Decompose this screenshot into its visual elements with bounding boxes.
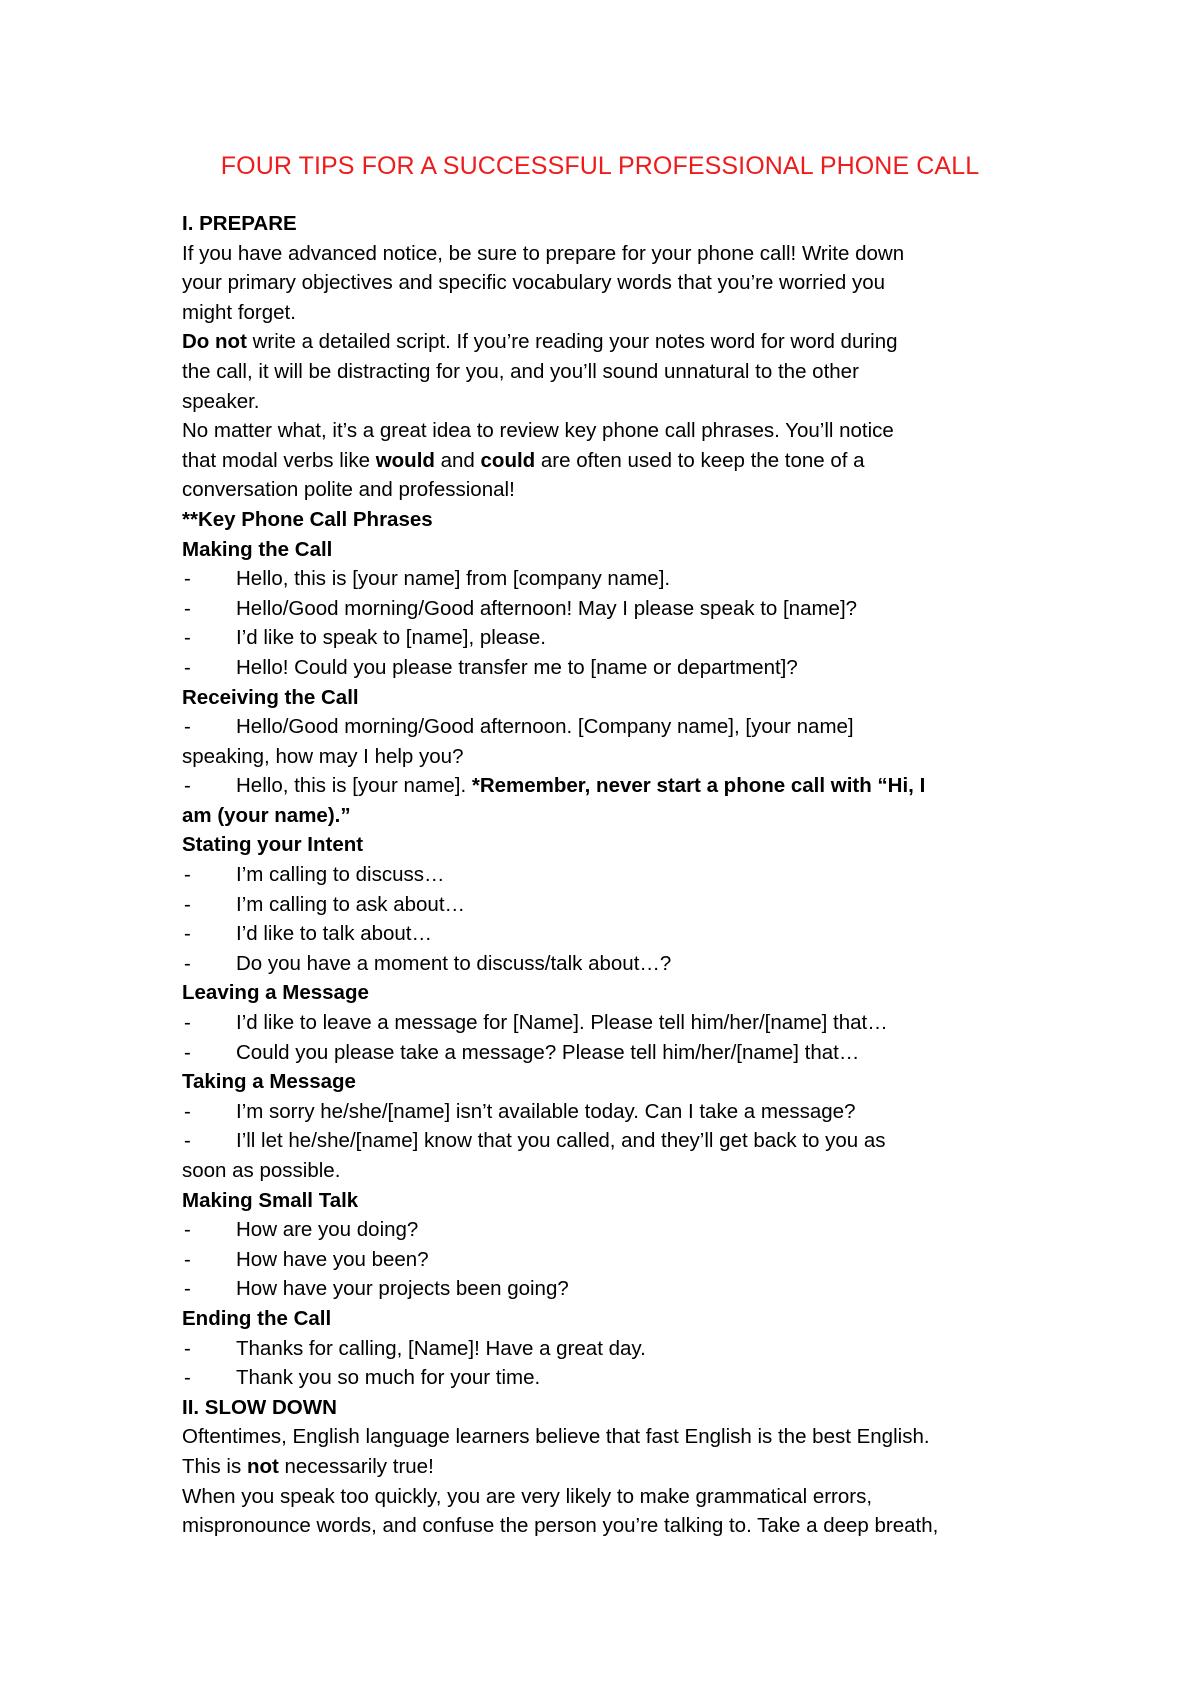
paragraph-line: mispronounce words, and confuse the person you’re talking to. Take a deep breath, <box>182 1514 939 1538</box>
dash-marker: - <box>184 951 191 975</box>
list-item <box>182 1126 1050 1156</box>
dash-marker: - <box>184 1099 191 1123</box>
list-item <box>182 712 1050 742</box>
list-item <box>182 1215 1050 1245</box>
subheading-key-phrases: **Key Phone Call Phrases <box>182 507 433 531</box>
list-item <box>182 653 1050 683</box>
list-item-text: I’d like to talk about… <box>236 922 432 946</box>
list-item-text: Hello! Could you please transfer me to [name or department]? <box>236 655 798 679</box>
list-item-text: Hello/Good morning/Good afternoon. [Company name], [your name] <box>236 715 854 739</box>
subheading-leaving-message: Leaving a Message <box>182 981 369 1005</box>
list-item-text: Thanks for calling, [Name]! Have a great day. <box>236 1336 646 1360</box>
list-item-text: I’m calling to ask about… <box>236 892 466 916</box>
paragraph-text: and <box>434 448 481 472</box>
dash-marker: - <box>184 1040 191 1064</box>
list-item <box>182 919 1050 949</box>
list-item <box>182 623 1050 653</box>
paragraph-line: Oftentimes, English language learners believe that fast English is the best English. <box>182 1425 930 1449</box>
list-item <box>182 1334 1050 1364</box>
subheading-stating-intent: Stating your Intent <box>182 833 364 857</box>
paragraph-text: This is <box>182 1454 247 1478</box>
subheading-taking-message: Taking a Message <box>182 1070 356 1094</box>
paragraph-text: that modal verbs like <box>182 448 376 472</box>
reminder-note-continuation: am (your name).” <box>182 803 351 827</box>
dash-marker: - <box>184 715 191 739</box>
list-item-continuation: soon as possible. <box>182 1159 341 1182</box>
paragraph-line: your primary objectives and specific vocabulary words that you’re worried you <box>182 271 886 295</box>
list-item-text: I’m sorry he/she/[name] isn’t available today. Can I take a message? <box>236 1099 856 1123</box>
dash-marker: - <box>184 922 191 946</box>
dash-marker: - <box>184 892 191 916</box>
subheading-making-the-call: Making the Call <box>182 537 333 561</box>
dash-marker: - <box>184 596 191 620</box>
list-item <box>182 860 1050 890</box>
list-item-text: I’d like to speak to [name], please. <box>236 626 546 650</box>
paragraph-line: If you have advanced notice, be sure to prepare for your phone call! Write down <box>182 241 905 265</box>
paragraph-line: No matter what, it’s a great idea to review key phone call phrases. You’ll notice <box>182 419 894 443</box>
list-item <box>182 1274 1050 1304</box>
section-heading-slow-down: II. SLOW DOWN <box>182 1395 337 1419</box>
section-heading-prepare: I. PREPARE <box>182 212 297 235</box>
paragraph-line: the call, it will be distracting for you, and you’ll sound unnatural to the other <box>182 359 859 383</box>
paragraph-line: might forget. <box>182 300 296 324</box>
list-item <box>182 890 1050 920</box>
list-item-text: I’m calling to discuss… <box>236 863 445 887</box>
list-item-text: I’d like to leave a message for [Name]. Please tell him/her/[name] that… <box>236 1011 888 1035</box>
paragraph-text: are often used to keep the tone of a <box>535 448 865 472</box>
dash-marker: - <box>184 863 191 887</box>
list-item <box>182 594 1050 624</box>
paragraph-line: conversation polite and professional! <box>182 478 515 502</box>
list-item <box>182 1363 1050 1393</box>
reminder-note: *Remember, never start a phone call with “Hi, I <box>471 774 926 798</box>
emphasis-text: would <box>375 448 435 472</box>
dash-marker: - <box>184 1011 191 1035</box>
list-item-text: How are you doing? <box>236 1218 419 1242</box>
list-item <box>182 1097 1050 1127</box>
paragraph-line <box>182 327 1050 357</box>
subheading-receiving-the-call: Receiving the Call <box>182 685 359 709</box>
dash-marker: - <box>184 1218 191 1242</box>
list-item <box>182 1038 1050 1068</box>
list-item-text: I’ll let he/she/[name] know that you called, and they’ll get back to you as <box>236 1129 886 1153</box>
paragraph-line <box>182 1452 1050 1482</box>
paragraph-line: speaker. <box>182 389 260 413</box>
list-item <box>182 949 1050 979</box>
dash-marker: - <box>184 774 191 798</box>
list-item-text: Hello, this is [your name] from [company name]. <box>236 567 671 591</box>
subheading-ending-the-call: Ending the Call <box>182 1306 332 1330</box>
list-item-text: How have your projects been going? <box>236 1277 569 1301</box>
dash-marker: - <box>184 567 191 591</box>
paragraph-line <box>182 446 1050 476</box>
dash-marker: - <box>184 1336 191 1360</box>
list-item-text: How have you been? <box>236 1247 429 1271</box>
list-item-text: Do you have a moment to discuss/talk about…? <box>236 951 672 975</box>
emphasis-text: Do not <box>182 330 247 354</box>
list-item <box>182 564 1050 594</box>
list-item <box>182 1008 1050 1038</box>
dash-marker: - <box>184 655 191 679</box>
list-item-continuation: speaking, how may I help you? <box>182 744 464 768</box>
paragraph-text: necessarily true! <box>278 1454 434 1478</box>
list-item-text: Thank you so much for your time. <box>236 1366 541 1390</box>
list-item <box>182 771 1050 801</box>
list-item-text: Hello, this is [your name]. <box>236 774 472 798</box>
subheading-small-talk: Making Small Talk <box>182 1188 359 1212</box>
list-item-text: Hello/Good morning/Good afternoon! May I please speak to [name]? <box>236 596 858 620</box>
dash-marker: - <box>184 1247 191 1271</box>
paragraph-text: write a detailed script. If you’re reading your notes word for word during <box>246 330 898 354</box>
emphasis-text: not <box>246 1454 279 1478</box>
dash-marker: - <box>184 1366 191 1390</box>
dash-marker: - <box>184 1129 191 1153</box>
list-item <box>182 1245 1050 1275</box>
paragraph-line: When you speak too quickly, you are very likely to make grammatical errors, <box>182 1484 873 1508</box>
list-item-text: Could you please take a message? Please tell him/her/[name] that… <box>236 1040 860 1064</box>
document-title: FOUR TIPS FOR A SUCCESSFUL PROFESSIONAL PHONE CALL <box>220 152 980 180</box>
emphasis-text: could <box>480 448 536 472</box>
dash-marker: - <box>184 626 191 650</box>
dash-marker: - <box>184 1277 191 1301</box>
